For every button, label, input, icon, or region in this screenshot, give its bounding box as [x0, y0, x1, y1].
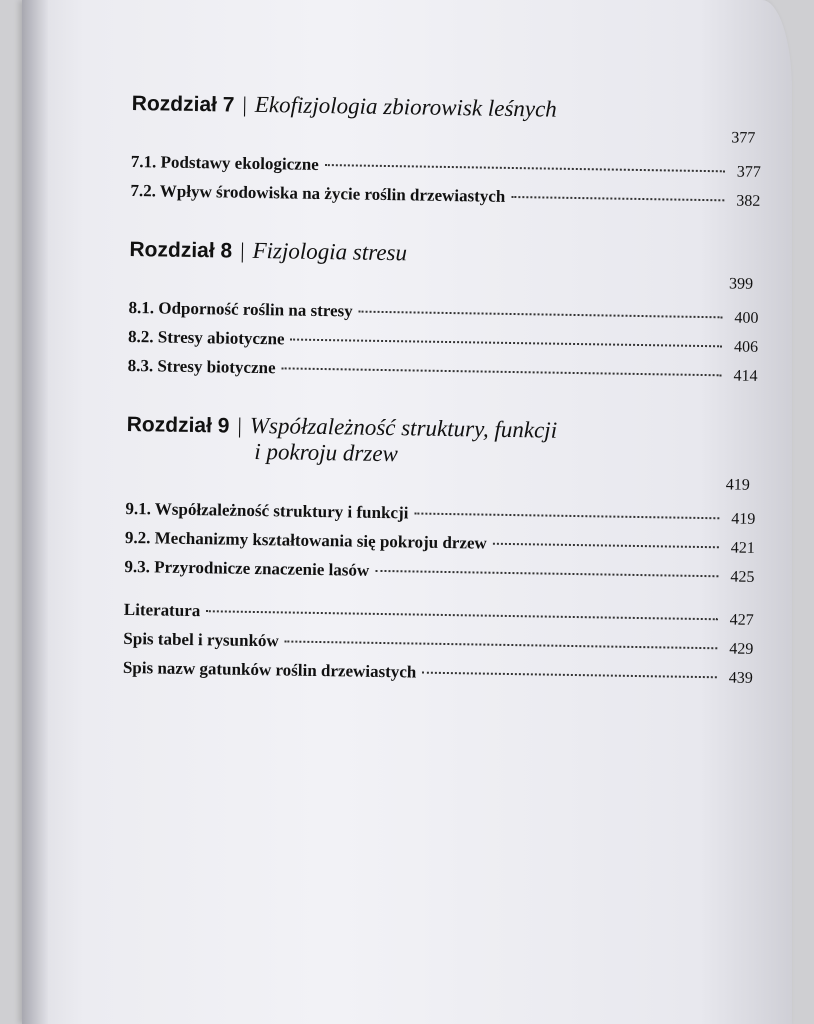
leader-dots — [291, 339, 723, 348]
toc-entry-text: 8.2. Stresy abiotyczne — [127, 326, 285, 349]
toc-entry-page: 419 — [731, 510, 756, 528]
toc-entry-page: 400 — [734, 309, 759, 327]
toc-entry-page: 421 — [730, 539, 756, 557]
chapter-label: Rozdział 9 — [126, 412, 230, 438]
chapter-label: Rozdział 7 — [131, 91, 235, 117]
toc-entry-text: 7.2. Wpływ środowiska na życie roślin drzewiastych — [130, 180, 506, 206]
chapter-title: Ekofizjologia zbiorowisk leśnych — [254, 91, 558, 122]
chapter-page-number: 419 — [725, 476, 751, 494]
toc-entry-text: 8.1. Odporność roślin na stresy — [128, 297, 353, 321]
chapter-label: Rozdział 8 — [129, 237, 233, 263]
toc-entry-text: 7.1. Podstawy ekologiczne — [130, 151, 319, 174]
toc-entry-page: 439 — [728, 669, 753, 687]
chapter-title-line-2: i pokroju drzew — [254, 438, 399, 467]
leader-dots — [375, 570, 718, 577]
leader-dots — [511, 196, 724, 201]
toc-entry-text: 9.3. Przyrodnicze znaczenie lasów — [124, 556, 370, 580]
table-of-contents — [123, 90, 762, 697]
chapter-title: Fizjologia stresu — [252, 237, 408, 266]
toc-entry-text: Literatura — [123, 599, 201, 621]
toc-entry-text: 9.2. Mechanizmy kształtowania się pokroju drzew — [124, 527, 487, 553]
toc-entry-page: 382 — [736, 192, 761, 210]
toc-entry-page: 425 — [730, 568, 755, 586]
spine-shadow — [22, 0, 48, 1024]
chapter-separator: | — [242, 91, 248, 117]
leader-dots — [282, 367, 722, 376]
chapter-title: Współzależność struktury, funkcji — [249, 412, 558, 443]
leader-dots — [206, 610, 717, 620]
leader-dots — [285, 640, 718, 649]
leader-dots — [493, 543, 719, 549]
toc-entry-text: 8.3. Stresy biotyczne — [127, 355, 276, 378]
toc-entry-text: 9.1. Współzależność struktury i funkcji — [125, 498, 409, 523]
toc-entry-page: 406 — [733, 338, 759, 356]
leader-dots — [422, 672, 717, 679]
chapter-separator: | — [239, 237, 245, 263]
leader-dots — [359, 311, 723, 319]
chapter-page-number: 399 — [728, 275, 754, 293]
toc-entry-text: Spis tabel i rysunków — [123, 628, 279, 651]
book-page — [22, 0, 792, 1024]
chapter-page-number: 377 — [731, 129, 756, 147]
toc-entry-page: 427 — [729, 611, 754, 629]
toc-entry-page: 429 — [729, 640, 754, 658]
toc-entry-page: 414 — [733, 367, 758, 385]
toc-entry-page: 377 — [736, 163, 761, 181]
leader-dots — [325, 164, 725, 172]
toc-entry-text: Spis nazw gatunków roślin drzewiastych — [122, 657, 417, 682]
leader-dots — [414, 512, 719, 519]
chapter-separator: | — [237, 412, 243, 438]
